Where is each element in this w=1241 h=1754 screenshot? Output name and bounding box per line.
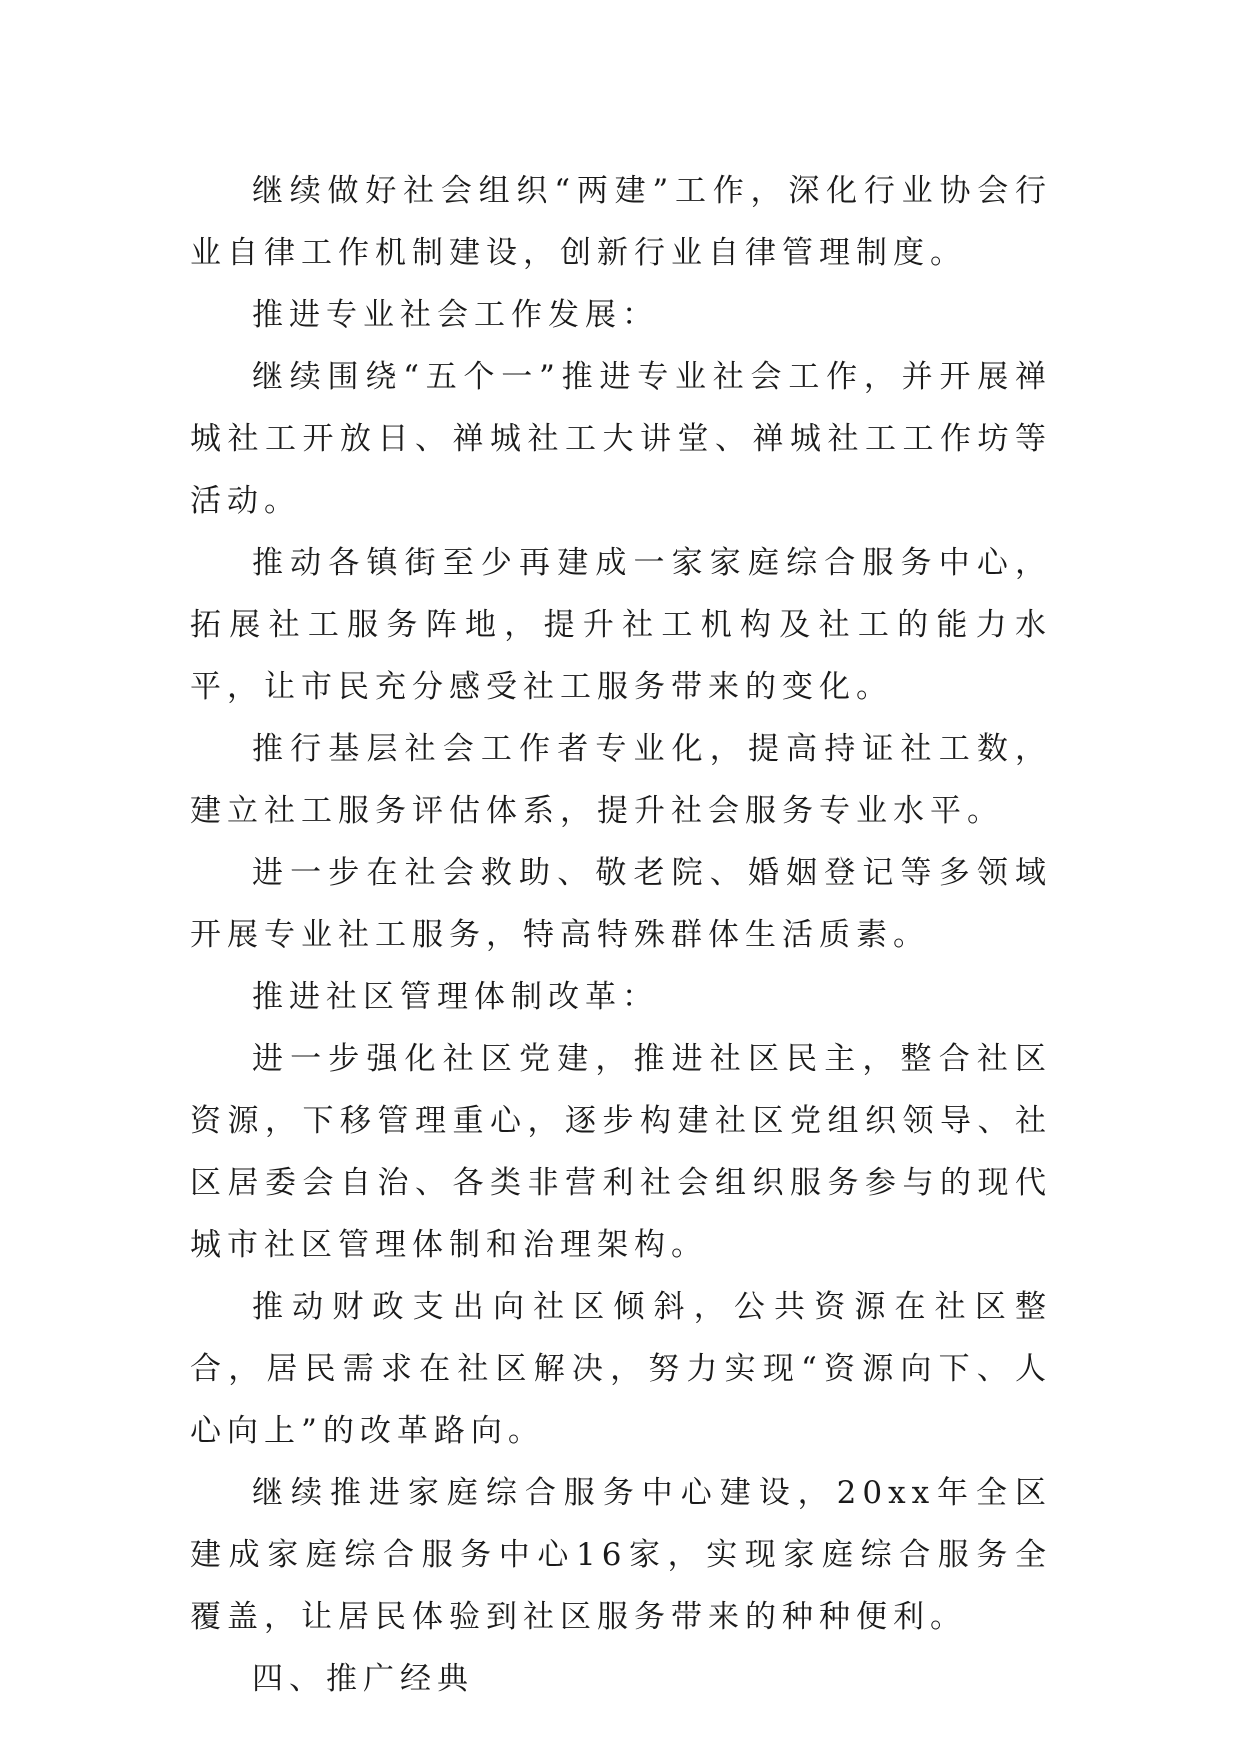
section-heading: 四、推广经典 bbox=[252, 1661, 474, 1697]
paragraph: 进一步强化社区党建，推进社区民主，整合社区资源，下移管理重心，逐步构建社区党组织领导、社区居委会自治、各类非营利社会组织服务参与的现代城市社区管理体制和治理架构。 bbox=[190, 1041, 1052, 1263]
paragraph: 继续推进家庭综合服务中心建设，20xx年全区建成家庭综合服务中心16家，实现家庭综合服务全覆盖，让居民体验到社区服务带来的种种便利。 bbox=[190, 1475, 1052, 1635]
section-heading: 推进专业社会工作发展： bbox=[252, 297, 659, 333]
paragraph: 推动财政支出向社区倾斜，公共资源在社区整合，居民需求在社区解决，努力实现“资源向下、人心向上”的改革路向。 bbox=[190, 1289, 1052, 1449]
paragraph: 推动各镇街至少再建成一家家庭综合服务中心，拓展社工服务阵地，提升社工机构及社工的能力水平，让市民充分感受社工服务带来的变化。 bbox=[190, 545, 1052, 705]
document-body bbox=[190, 160, 1052, 1710]
paragraph: 进一步在社会救助、敬老院、婚姻登记等多领域开展专业社工服务，特高特殊群体生活质素。 bbox=[190, 855, 1052, 953]
section-heading: 推进社区管理体制改革： bbox=[252, 979, 659, 1015]
paragraph: 推行基层社会工作者专业化，提高持证社工数，建立社工服务评估体系，提升社会服务专业水平。 bbox=[190, 731, 1052, 829]
paragraph: 继续做好社会组织“两建”工作，深化行业协会行业自律工作机制建设，创新行业自律管理制度。 bbox=[190, 173, 1052, 271]
paragraph: 继续围绕“五个一”推进专业社会工作，并开展禅城社工开放日、禅城社工大讲堂、禅城社工工作坊等活动。 bbox=[190, 359, 1052, 519]
